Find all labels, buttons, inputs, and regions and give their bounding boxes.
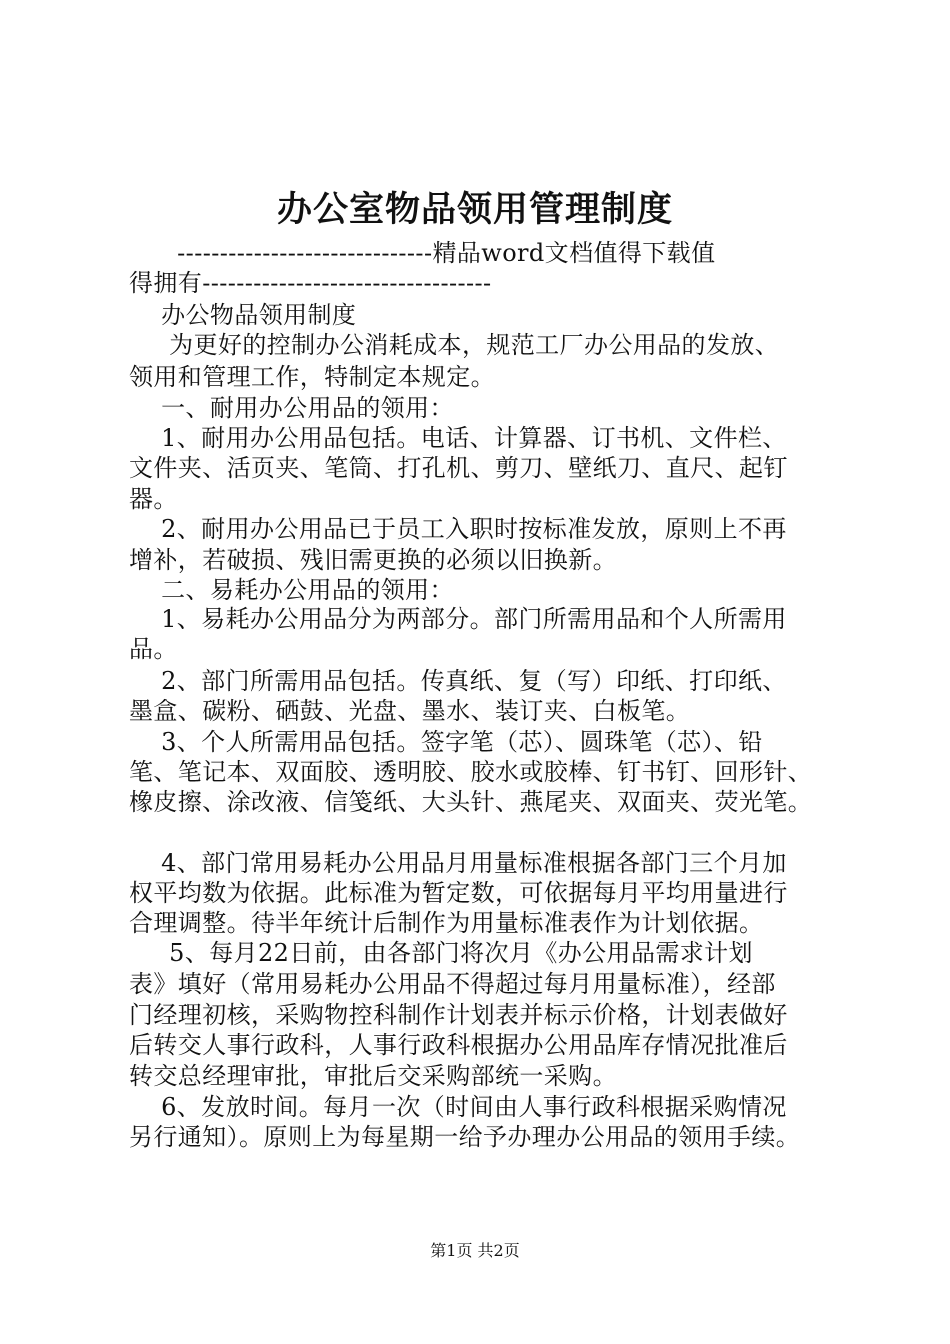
text-line: 4、部门常用易耗办公用品月用量标准根据各部门三个月加 [129,849,787,877]
text-line [129,818,839,848]
text-line: 品。 [129,635,178,663]
text-line: 6、发放时间。每月一次（时间由人事行政科根据采购情况 [129,1093,787,1121]
text-line: 2、部门所需用品包括。传真纸、复（写）印纸、打印纸、 [129,667,787,695]
text-line: 墨盒、碳粉、硒鼓、光盘、墨水、装订夹、白板笔。 [129,697,691,725]
text-line: 办公物品领用制度 [129,301,357,329]
text-line: 5、每月22日前，由各部门将次月《办公用品需求计划 [129,939,753,967]
text-line: ------------------------------精品word文档值得下载值 [129,239,716,267]
text-line: 一、耐用办公用品的领用： [129,394,454,422]
text-line: 二、易耗办公用品的领用： [129,576,454,604]
text-line: 笔、笔记本、双面胶、透明胶、胶水或胶棒、钉书钉、回形针、 [129,758,813,786]
text-line: 权平均数为依据。此标准为暂定数，可依据每月平均用量进行 [129,879,788,907]
text-line: 器。 [129,485,178,513]
text-line: 表》填好（常用易耗办公用品不得超过每月用量标准），经部 [129,970,776,998]
document-title: 办公室物品领用管理制度 [276,189,673,230]
text-line: 后转交人事行政科，人事行政科根据办公用品库存情况批准后 [129,1031,788,1059]
text-line: 合理调整。待半年统计后制作为用量标准表作为计划依据。 [129,909,764,937]
text-line: 为更好的控制办公消耗成本，规范工厂办公用品的发放、 [129,331,780,359]
text-line: 3、个人所需用品包括。签字笔（芯）、圆珠笔（芯）、铅 [129,728,763,756]
text-line: 1、耐用办公用品包括。电话、计算器、订书机、文件栏、 [129,424,787,452]
text-line: 橡皮擦、涂改液、信笺纸、大头针、燕尾夹、双面夹、荧光笔。 [129,788,813,816]
text-line: 门经理初核，采购物控科制作计划表并标示价格，计划表做好 [129,1001,788,1029]
text-line: 文件夹、活页夹、笔筒、打孔机、剪刀、壁纸刀、直尺、起钉 [129,454,788,482]
text-line: 增补，若破损、残旧需更换的必须以旧换新。 [129,546,617,574]
text-line: 2、耐用办公用品已于员工入职时按标准发放，原则上不再 [129,515,787,543]
page-number-footer: 第1页 共2页 [430,1241,520,1260]
text-line: 另行通知）。原则上为每星期一给予办理办公用品的领用手续。 [129,1123,801,1151]
text-line: 1、易耗办公用品分为两部分。部门所需用品和个人所需用 [129,605,787,633]
text-line: 得拥有---------------------------------- [129,269,492,297]
text-line: 领用和管理工作，特制定本规定。 [129,363,495,391]
text-line: 转交总经理审批，审批后交采购部统一采购。 [129,1062,617,1090]
